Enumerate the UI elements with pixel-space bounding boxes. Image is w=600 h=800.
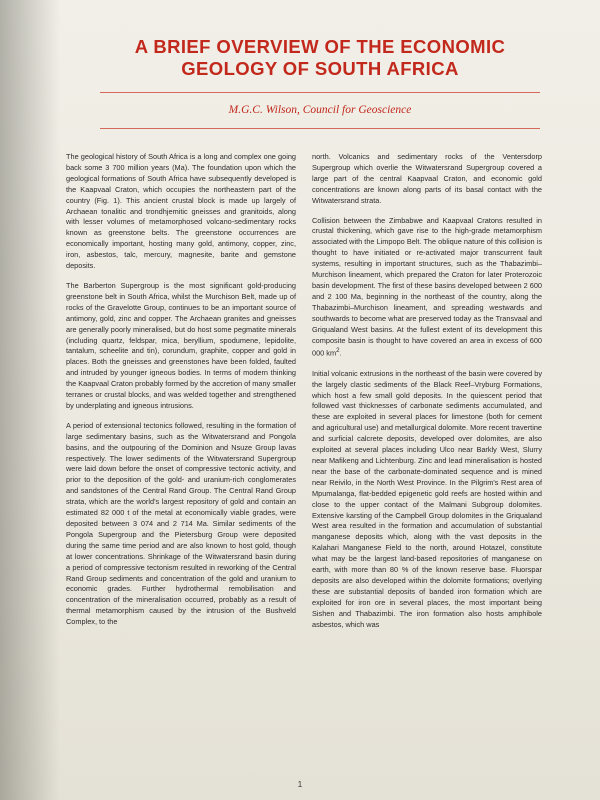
byline-rule (100, 128, 540, 129)
paragraph: The geological history of South Africa is a long and complex one going back some 3 700 million years (Ma). The foundation upon which the geological formations of South Africa have subsequently developed is the Kaapvaal Craton, which occupies the northeastern part of the country (Fig. 1). This ancient crustal block is made up largely of Archaean tonalitic and trondhjemitic gneisses and granitoids, along with lesser volumes of metamorphosed volcano-sedimentary rocks known as greenstone belts. The greenstone occurrences are economically important, hosting many gold, antimony, copper, zinc, iron, asbestos, talc, mercury, magnesite, barite and gemstone deposits. (66, 152, 296, 271)
paragraph: north. Volcanics and sedimentary rocks of the Ventersdorp Supergroup which overlie the Witwatersrand Supergroup covered a large part of the central Kaapvaal Craton, and economic gold concentrations are known along parts of its basal contact with the Witwatersrand strata. (312, 152, 542, 205)
page-edge-shadow (0, 0, 60, 800)
left-column (66, 152, 296, 637)
paragraph (312, 216, 542, 360)
page-number: 1 (297, 780, 303, 789)
paragraph: A period of extensional tectonics followed, resulting in the formation of large sedimentary basins, such as the Witwatersrand and Pongola basins, and the outpouring of the Dominion and Nsuze Group lavas respectively. The lower sediments of the Witwatersrand Supergroup were laid down before the onset of compressive tectonic activity, and prior to the deposition of the gold- and uranium-rich conglomerates and sandstones of the Central Rand Group. The Central Rand Group strata, which are the world's largest repository of gold and contain an estimated 82 000 t of the metal at economically viable grades, were deposited between 3 074 and 2 714 Ma. Similar sediments of the Pongola Supergroup and the Pietersburg Group were deposited during the same time period and are also known to host gold, though at lower concentrations. Shrinkage of the Witwatersrand basin during a period of compressive tectonism resulted in reworking of the Central Rand Group sediments and concentration of the gold and uranium to economic grades. Further hydrothermal remobilisation and concentration of the mineralisation occurred, probably as a result of thermal metamorphism caused by the intrusion of the Bushveld Complex, to the (66, 420, 296, 627)
paragraph-text: Collision between the Zimbabwe and Kaapvaal Cratons resulted in crustal thickening, which gave rise to the high-grade metamorphism associated with the Limpopo Belt. The oblique nature of this collision is thought to have initiated or re-activated major transcurrent fault systems, resulting in important structures, such as the Thabazimbi–Murchison lineament, which prepared the Craton for later Proterozoic basin development. The first of these basins developed between 2 600 and 2 100 Ma, beginning in the northeast of the country, along the Thabazimbi–Murchison lineament, and spreading westwards and southwards to become what are preserved today as the Transvaal and Griqualand West basins. At the fullest extent of its development this composite basin is thought to have covered an area in excess of 600 000 km (312, 215, 542, 358)
page-title (80, 36, 560, 80)
title-rule (100, 92, 540, 93)
right-column (312, 152, 542, 640)
paragraph: The Barberton Supergroup is the most significant gold-producing greenstone belt in South Africa, whilst the Murchison Belt, made up of rocks of the Gravelotte Group, continues to be an important source of antimony, gold, zinc and copper. The Archaean granites and gneisses are generally poorly mineralised, but do host some pegmatite minerals (including quartz, feldspar, mica, beryllium, spodumene, lepidolite, tantalum, scheelite and tin), corundum, graphite, copper and gold in places. Both the gneisses and greenstones have been folded, faulted and intruded by younger igneous bodies. In terms of modern thinking the Kaapvaal Craton probably formed by the accretion of many smaller terranes or crustal blocks, and was welded together and strengthened by underplating and igneous intrusions. (66, 280, 296, 410)
superscript: 2 (336, 347, 340, 355)
paragraph-end: . (339, 348, 342, 358)
title-line-1: A BRIEF OVERVIEW OF THE ECONOMIC (134, 36, 506, 57)
paragraph: Initial volcanic extrusions in the northeast of the basin were covered by the largely clastic sediments of the Black Reef–Vryburg Formations, which host a few small gold deposits. In the quiescent period that followed vast thicknesses of carbonate sediments accumulated, and these are exploited in several places for limestone (both for cement and agricultural use) and metallurgical dolomite. More recent travertine and surficial calcrete deposits, developed over dolomites, are also exploited at several places including Ulco near Barkly West, Slurry near Mafikeng and Lichtenburg. Zinc and lead mineralisation is hosted near the base of the carbonate-dominated sequence and is mined near Reivilo, in the North West Province. In the Pilgrim's Rest area of Mpumalanga, flat-bedded epigenetic gold reefs are hosted within and close to the upper contact of the Malmani Subgroup dolomites. Extensive karsting of the Campbell Group dolomites in the Griqualand West area resulted in the formation and accumulation of substantial manganese deposits which, along with the vast deposits in the Kalahari Manganese Field to the north, around Hotazel, constitute what may be the largest land-based repositories of manganese on earth, with more than 80 % of the known reserve base. Fluorspar deposits are also developed within the dolomite formations; overlying these are substantial deposits of banded iron formation which are exploited for iron ore in several places, the most important being Sishen and Thabazimbi. The iron formation also hosts amphibole asbestos, which was (312, 368, 542, 629)
author-byline: M.G.C. Wilson, Council for Geoscience (228, 104, 412, 116)
title-line-2: GEOLOGY OF SOUTH AFRICA (181, 58, 459, 79)
